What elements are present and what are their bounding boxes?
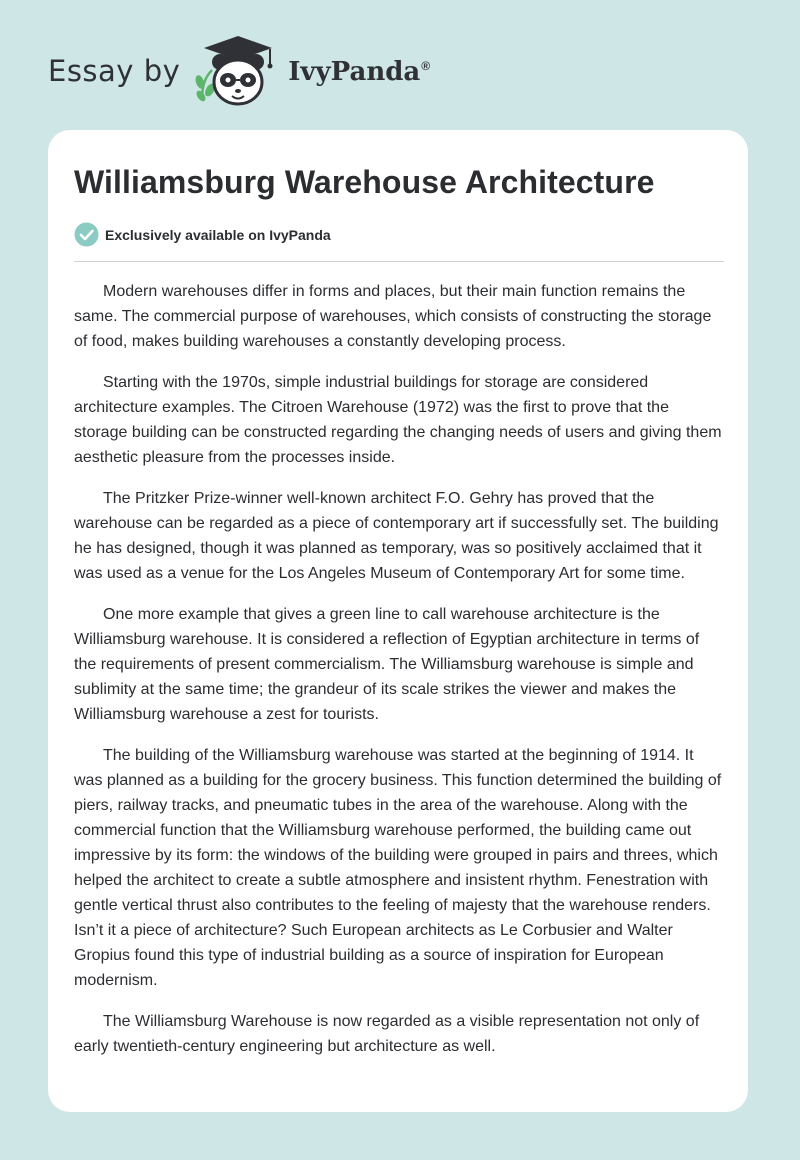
exclusive-badge-label: Exclusively available on IvyPanda — [105, 226, 331, 243]
paragraph: The Pritzker Prize-winner well-known architect F.O. Gehry has proved that the warehouse can be regarded as a piece of contemporary art if successfully set. The building he has designed, though it was planned as temporary, was so positively acclaimed that it was used as a venue for the Los Angeles Museum of Contemporary Art for some time. — [74, 490, 719, 582]
paragraph: One more example that gives a green line to call warehouse architecture is the Williamsburg warehouse. It is considered a reflection of Egyptian architecture in terms of the requirements of present commercialism. The Williamsburg warehouse is simple and sublimity at the same time; the grandeur of its scale strikes the viewer and makes the Williamsburg warehouse a zest for tourists. — [74, 606, 700, 723]
brand-name[interactable] — [288, 57, 430, 87]
essay-title: Williamsburg Warehouse Architecture — [74, 164, 655, 200]
paragraph: The Williamsburg Warehouse is now regarded as a visible representation not only of early twentieth-century engineering but architecture as well. — [74, 1013, 700, 1055]
title-divider — [74, 261, 724, 262]
site-header — [48, 30, 430, 110]
panda-graduate-logo-icon[interactable] — [192, 30, 284, 110]
brand-prefix: Essay by — [48, 54, 181, 88]
paragraph: The building of the Williamsburg warehouse was started at the beginning of 1914. It was planned as a building for the grocery business. This function determined the building of piers, railway tracks, and pneumatic tubes in the area of the warehouse. Along with the commercial function that the Williamsburg warehouse performed, the building came out impressive by its form: the windows of the building were grouped in pairs and threes, which helped the architect to create a subtle atmosphere and insistent rhythm. Fenestration with gentle vertical thrust also contributes to the feeling of majesty that the warehouse renders. Isn’t it a piece of architecture? Such European architects as Le Corbusier and Walter Gropius found this type of industrial building as a source of inspiration for European modernism. — [74, 747, 722, 989]
paragraph: Modern warehouses differ in forms and places, but their main function remains the same. The commercial purpose of warehouses, which consists of constructing the storage of food, makes building warehouses a constantly developing process. — [74, 283, 712, 350]
exclusive-badge — [74, 222, 331, 247]
registered-mark: ® — [421, 59, 431, 74]
paragraph: Starting with the 1970s, simple industrial buildings for storage are considered architecture examples. The Citroen Warehouse (1972) was the first to prove that the storage building can be constructed regarding the changing needs of users and giving them aesthetic pleasure from the processes inside. — [74, 374, 722, 466]
essay-card — [48, 130, 748, 1112]
brand-name-text: IvyPanda — [288, 57, 421, 87]
check-circle-icon — [74, 222, 99, 247]
essay-body — [74, 279, 724, 1075]
